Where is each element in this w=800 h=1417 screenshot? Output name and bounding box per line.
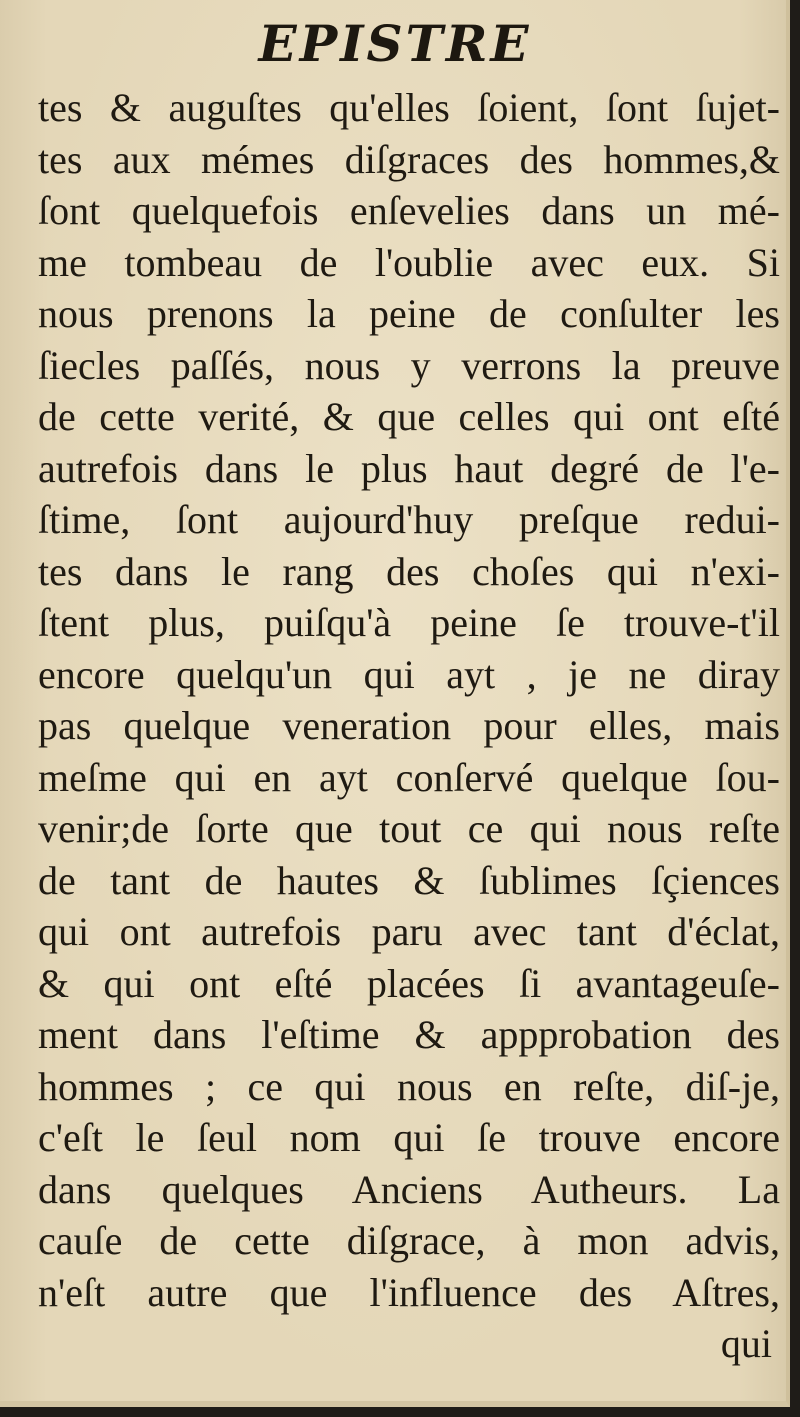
text-line: tes & auguſtes qu'elles ſoient, ſont ſujet- bbox=[38, 85, 780, 130]
text-line: tes aux mémes diſgraces des hommes,& bbox=[38, 136, 780, 182]
text-line: me tombeau de l'oublie avec eux. Si bbox=[38, 239, 780, 285]
text-line: n'eſt autre que l'influence des Aſtres, bbox=[38, 1269, 780, 1315]
text-line: venir;de ſorte que tout ce qui nous reſte bbox=[38, 806, 780, 851]
text-line: ſont quelquefois enſevelies dans un mé- bbox=[38, 188, 780, 233]
body-text bbox=[38, 82, 780, 1370]
text-line: pas quelque veneration pour elles, mais bbox=[38, 703, 780, 748]
text-line: encore quelqu'un qui ayt , je ne diray bbox=[38, 651, 780, 697]
text-line: de tant de hautes & ſublimes ſçiences bbox=[38, 857, 780, 903]
text-line: c'eſt le ſeul nom qui ſe trouve encore bbox=[38, 1115, 780, 1160]
text-line: qui ont autrefois paru avec tant d'éclat, bbox=[38, 909, 780, 954]
running-header: EPISTRE bbox=[258, 14, 532, 73]
text-line: de cette verité, & que celles qui ont eſté bbox=[38, 394, 780, 439]
text-line: ſtent plus, puiſqu'à peine ſe trouve-t'il bbox=[38, 600, 780, 645]
text-line: hommes ; ce qui nous en reſte, diſ-je, bbox=[38, 1063, 780, 1109]
text-line: meſme qui en ayt conſervé quelque ſou- bbox=[38, 754, 780, 800]
text-line: cauſe de cette diſgrace, à mon advis, bbox=[38, 1218, 780, 1263]
text-line: ſiecles paſſés, nous y verrons la preuve bbox=[38, 342, 780, 388]
text-line: ſtime, ſont aujourd'huy preſque redui- bbox=[38, 497, 780, 542]
text-line: autrefois dans le plus haut degré de l'e- bbox=[38, 445, 780, 491]
text-line: & qui ont eſté placées ſi avantageuſe- bbox=[38, 960, 780, 1006]
text-line: nous prenons la peine de conſulter les bbox=[38, 291, 780, 336]
text-line: ment dans l'eſtime & appprobation des bbox=[38, 1012, 780, 1057]
text-line: tes dans le rang des choſes qui n'exi- bbox=[38, 548, 780, 594]
text-line: dans quelques Anciens Autheurs. La bbox=[38, 1166, 780, 1212]
catchword: qui bbox=[720, 1321, 772, 1366]
